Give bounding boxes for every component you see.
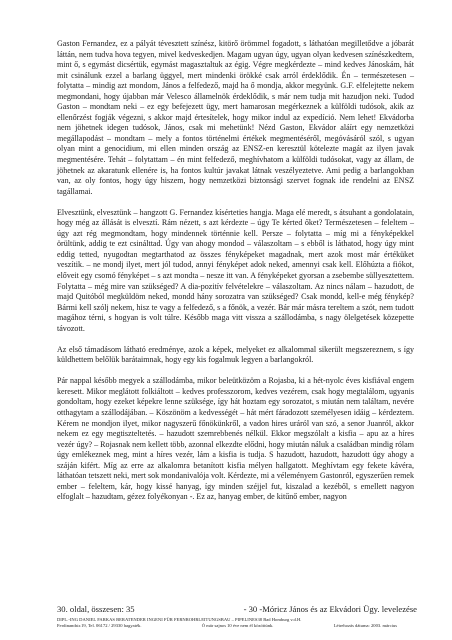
footer-creation-date: Létrehozás dátuma: 2003. március — [333, 623, 397, 628]
paragraph: Gaston Fernandez, ez a pályát tévesztett színész, kitörő örömmel fogadott, s láthatóan megilletődve a jóbarát láttán, nem tudva hova tegyen, mivel kedveskedjen. Magam ugyan úgy, ugyan olyan kedvesen színészkedtem, mint ő, s egymást dicsértük, egymást magasztaltuk az égig. Végre megkérdezte – mind kedves Jánoskám, hát mit csinálunk ezzel a barlang üggyel, mert mindenki örökké csak arról érdeklődik. Én – természetesen – folytatta – mindig azt mondom, János a felfedező, majd ha ő mondja, akkor megyünk. G.F. elfelejtette nekem megmondani, hogy újabban már Velesco államelnök érdeklődik, s már nem tudja mit hazudjon neki. Tudod Gaston – mondtam neki – ez egy befejezett ügy, mert hamarosan megérkeznek a külföldi tudósok, akik az ellenőrzést fogják végezni, s akkor majd értesítelek, hogy mikor indul az expedíció. Nem lehet! Ekvádorba nem jöhetnek idegen tudósok, János, csak mi mehetünk! Nézd Gaston, Ekvádor aláírt egy nemzetközi megállapodást – mondtam – mely a fontos történelmi értékek megmentéséről, megóvásáról szól, s ugyan olyan mint a genocidium, mi ellen minden ország az ENSZ-en keresztül kötelezte magát az ilyen javak megmentésére. Tehát – folytattam – én mint felfedező, meghívhatom a külföldi tudósokat, vagy az állam, de jöhetnek az akaratunk ellenére is, ha fontos kultúr javakat látnak veszélyeztetve. Ami pedig a barlangokban van, az oly fontos, hogy úgy hiszem, hogy nemzetközi biztonsági szervet fognak ide rendelni az ENSZ tagállamai. — [57, 39, 414, 196]
paragraph: Pár nappal később megyek a szállodámba, mikor beleütközöm a Rojasba, ki a hét-nyolc éves kisfiával engem keresett. Mikor meglátott folkiáltott – kedves professzorom, kedves vezérem, csak hogy megtalálom, ugyanis gondoltam, hogy ezeket képekre lenne szüksége, így hát hoztam egy sorozatot, s miután nem találtam, nevére otthagytam a szállodájában. – Köszönöm a kedvességét – hát mért fáradozott személyesen idáig – kérdeztem. Kérem ne mondjon ilyet, mikor nagyszerű főnökünkről, a vadon hires uráról van szó, a senor Juanról, akkor nekem ez egy megtiszteltetés. – hazudott szemrebbenés nélkül. Ekkor megszólalt a kisfia – apu az a híres vezér úgy? – Rojasnak nem kellett több, azonnal elkezdte elődni, hogy miután náluk a családban mindig rólam úgy emlékeznek meg, mint a híres vezér, lám a kisfia is tudja. S hazudott, hazudott, hazudott úgy ahogy a száján kifért. Míg az erre az alkalomra betanított kisfia mélyen hallgatott. Meghívtam egy fekete kávéra, láthatóan tetszett neki, mert sok mondanivalója volt. Kérdezte, mi a véleményem Gastonról, egyszerűen remek ember – feleltem, kár, hogy kissé hanyag, így minden széjjel fut, kiszalad a kezéből, s emellett nagyon elfoglalt – hazudtam, gézez folyékonyan -. Ez az, hanyag ember, de kitűnő ember, nagyon — [57, 376, 414, 502]
footer-address-line — [57, 623, 397, 629]
document-title-label: - 30 -Móricz János és az Ekvádori Ügy. levelezése — [243, 604, 417, 614]
paragraph: Elvesztünk, elvesztünk – hangzott G. Fernandez kísérteties hangja. Maga elé meredt, s átsuhant a gondolatain, hogy még az állását is elvesztí. Rám nézett, s azt kérdezte – úgy Te kérted őket? Természetesen – feleltem – úgy azt rég megmondtam, hogy mindennek történnie kell. Persze – folytatta – míg mi a fényképekkel örültünk, addig te ezt csinálttad. Úgy van ahogy mondod – válaszoltam – s ebből is láthatod, hogy úgy mint eddig tetted, nyugodtan megtarthatod az összes fényképeket magadnak, mert azok most már értéküket veszítik. – ne mondj ilyet, mert jól tudod, annyi fényképet adok neked, amennyi csak kell. Előhúzta a fiókot, előveit egy csomó fényképet – s azt mondta – nesze itt van. A fényképeket gyorsan a zsebembe süllyesztettem. Folytatta – még mire van szükséged? A dia-pozitív felvételekre – válaszoltam. Az nincs nálam – hazudott, de majd Quitóból megküldöm neked, mondd hány sorozatra van szükséged? Csak mondd, kell-e még fénykép? Bármi kell szólj nekem, hisz te vagy a felfedező, s a főnök, a vezér. Bár már másra tereltem a szót, nem tudott magához térni, s hogyan is volt túlre. Később maga vitt vissza a szállodámba, s nagy ölelgetések közepette távozott. — [57, 207, 414, 333]
footer-company-line: DIPL.-ING DANIEL FARKAS BERATENDER INGENI FÜR FERNROHRLEITUNGSBAU – PIPELINES38 Bad Homburg v.d.H. — [57, 617, 302, 622]
paragraph: Az első támadásom látható eredménye, azok a képek, melyeket ez alkalommal sikerült megszereznem, s így küldhettem belőlük barátaimnak, hogy egy kis fogalmuk legyen a barlangokról. — [57, 344, 414, 365]
page-number-label: 30. oldal, összesen: 35 — [57, 604, 135, 614]
footer-note: Ó már sajnos 10 éve nem él közöttünk. — [201, 623, 274, 628]
page-footer — [57, 604, 417, 614]
letter-body — [57, 39, 414, 513]
footer-address: Ferdinandstr.19, Tel. 06172 / 29330 hagyaték. — [57, 623, 142, 628]
